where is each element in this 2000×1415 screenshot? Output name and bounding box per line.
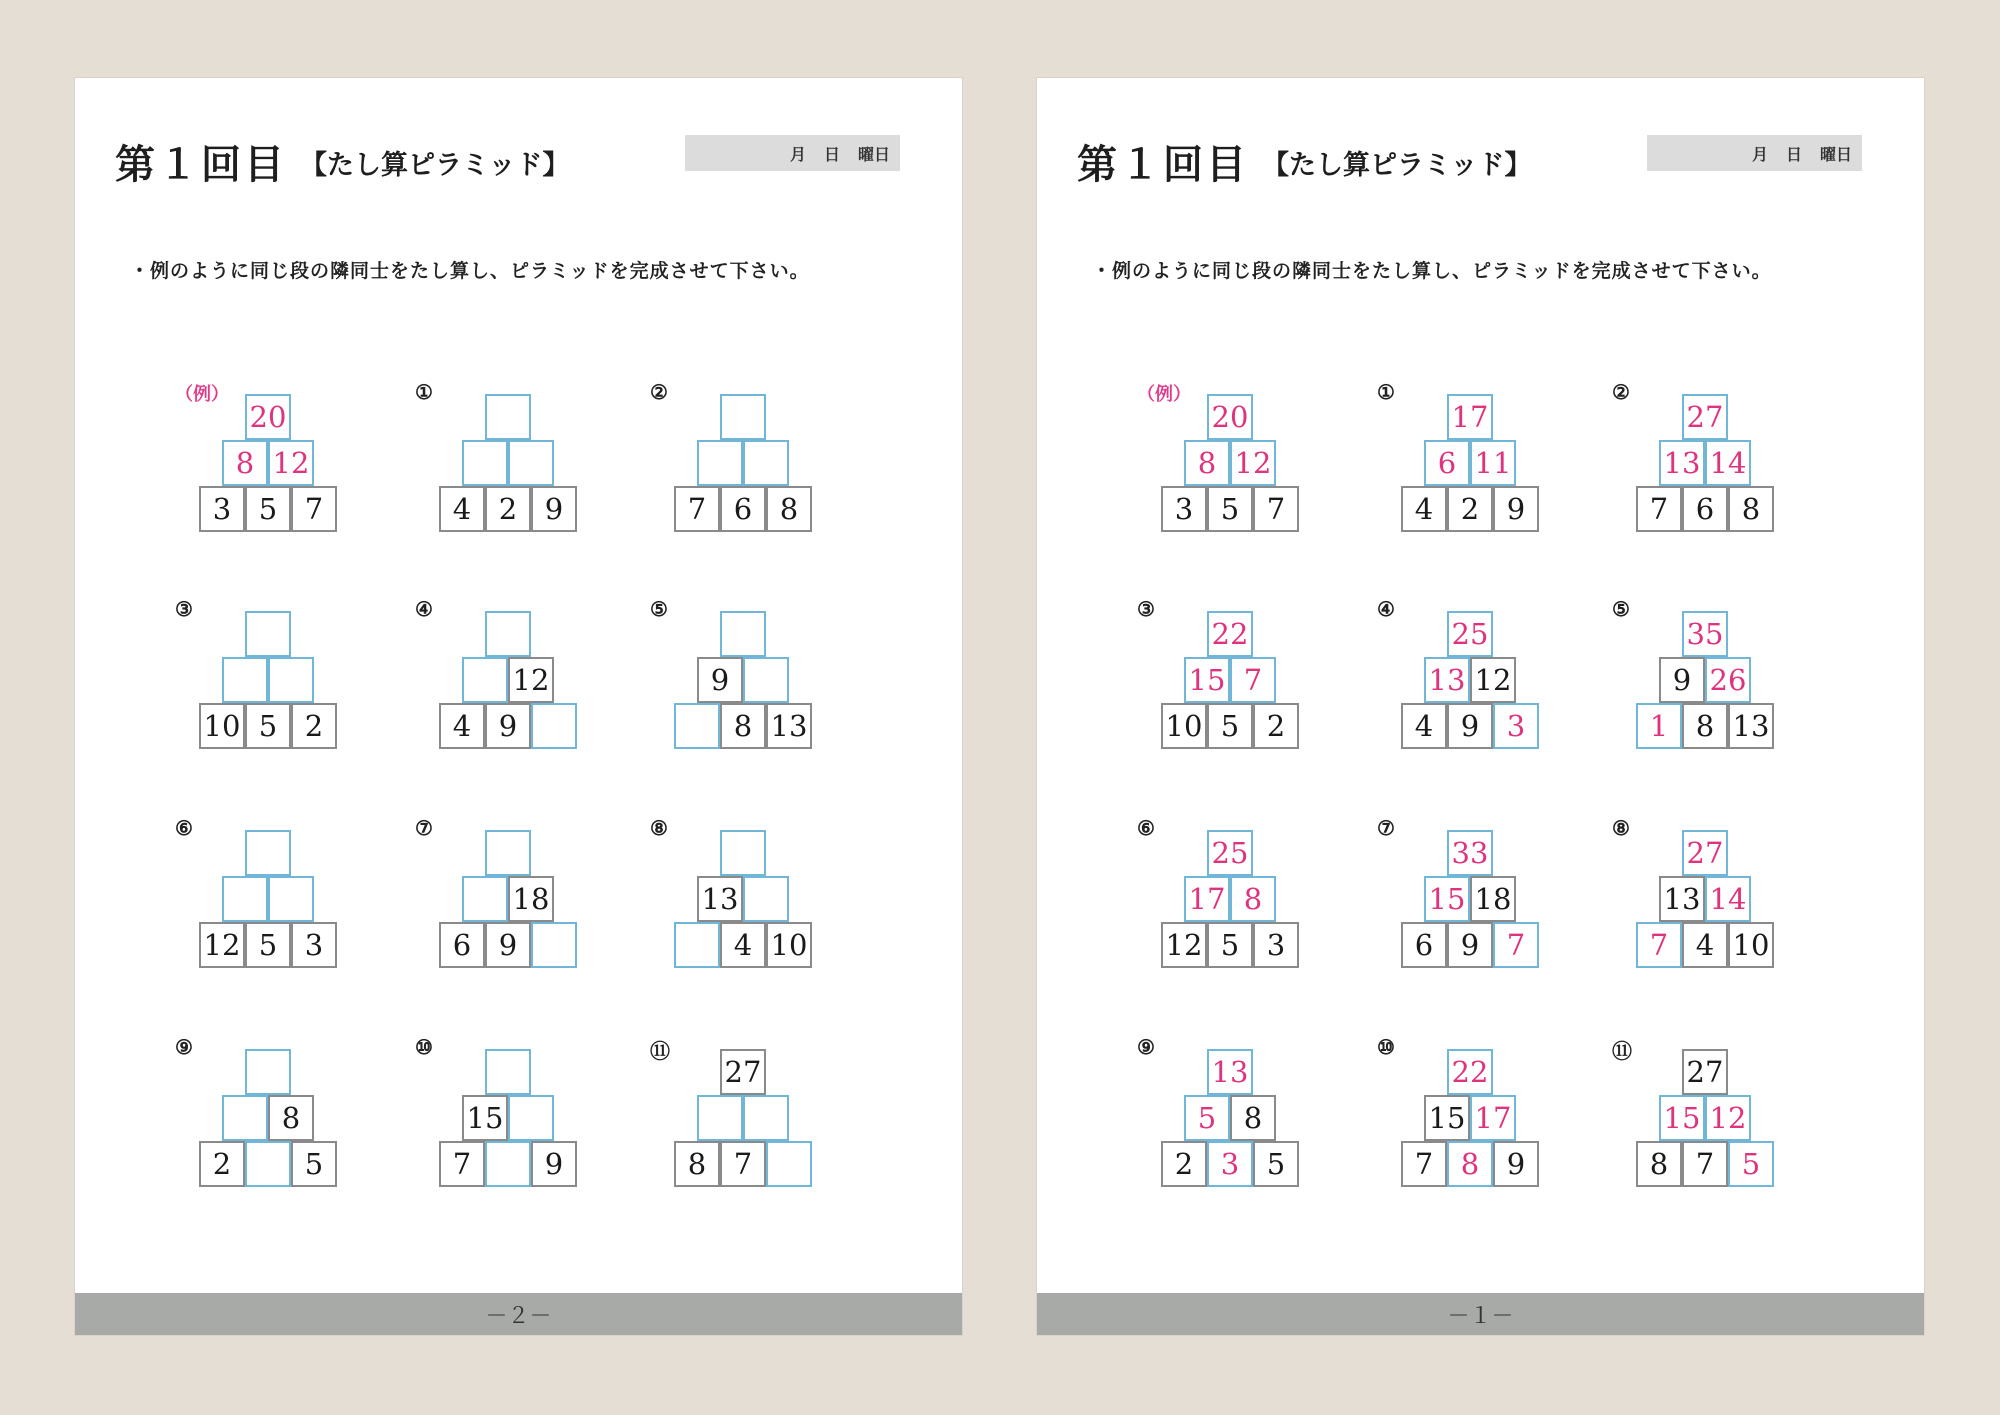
pyramid-cell-middle: 13 (1659, 876, 1705, 922)
pyramid-puzzle (650, 816, 810, 966)
page-title: 第１回目 (1077, 141, 1249, 188)
pyramid-cell-middle[interactable] (462, 440, 508, 486)
pyramid-cell-bottom: 9 (485, 922, 531, 968)
pyramid-cell-bottom: 4 (1401, 703, 1447, 749)
pyramid-cell-top[interactable]: 20 (245, 394, 291, 440)
puzzle-label: ⑩ (1377, 1035, 1395, 1059)
pyramid-cell-middle[interactable] (743, 1095, 789, 1141)
pyramid-cell-bottom: 3 (1253, 922, 1299, 968)
pyramid-cell-middle[interactable]: 8 (222, 440, 268, 486)
pyramid-puzzle (1137, 816, 1297, 966)
pyramid-cell-bottom: 10 (1161, 703, 1207, 749)
pyramid-cell-top[interactable] (720, 611, 766, 657)
pyramid-cell-top[interactable] (485, 830, 531, 876)
pyramid-cell-middle[interactable]: 8 (1184, 440, 1230, 486)
pyramid-puzzle (1377, 816, 1537, 966)
pyramid-cell-bottom[interactable] (674, 922, 720, 968)
worksheet-page-2 (75, 78, 962, 1335)
pyramid-cell-middle[interactable] (462, 876, 508, 922)
pyramid-puzzle (1377, 1035, 1537, 1185)
pyramid-cell-bottom: 9 (531, 486, 577, 532)
pyramid-puzzle (1377, 380, 1537, 530)
pyramid-cell-bottom: 5 (1207, 922, 1253, 968)
pyramid-cell-middle: 9 (1659, 657, 1705, 703)
pyramid-cell-top[interactable]: 33 (1447, 830, 1493, 876)
pyramid-cell-bottom[interactable]: 8 (1447, 1141, 1493, 1187)
pyramid-cell-middle[interactable]: 15 (1424, 876, 1470, 922)
pyramid-cell-bottom: 2 (199, 1141, 245, 1187)
pyramid-cell-middle: 9 (697, 657, 743, 703)
pyramid-cell-bottom: 4 (439, 486, 485, 532)
pyramid-cell-top[interactable]: 25 (1447, 611, 1493, 657)
pyramid-cell-bottom: 2 (485, 486, 531, 532)
pyramid-cell-middle: 15 (1424, 1095, 1470, 1141)
pyramid-cell-top[interactable] (245, 830, 291, 876)
pyramid-cell-bottom: 4 (1682, 922, 1728, 968)
page-footer (1037, 1293, 1924, 1335)
pyramid-cell-bottom[interactable]: 1 (1636, 703, 1682, 749)
pyramid-cell-bottom: 9 (485, 703, 531, 749)
pyramid-puzzle (1137, 597, 1297, 747)
pyramid-cell-middle: 8 (268, 1095, 314, 1141)
day-label: 日 (1785, 144, 1802, 164)
pyramid-cell-bottom: 3 (1161, 486, 1207, 532)
pyramid-cell-bottom: 7 (291, 486, 337, 532)
pyramid-cell-middle[interactable]: 6 (1424, 440, 1470, 486)
pyramid-cell-middle[interactable]: 11 (1470, 440, 1516, 486)
pyramid-cell-top: 27 (720, 1049, 766, 1095)
pyramid-cell-top[interactable]: 13 (1207, 1049, 1253, 1095)
pyramid-cell-bottom: 9 (1447, 703, 1493, 749)
pyramid-cell-bottom: 12 (1161, 922, 1207, 968)
pyramid-cell-middle[interactable]: 15 (1659, 1095, 1705, 1141)
pyramid-cell-bottom[interactable] (245, 1141, 291, 1187)
pyramid-cell-bottom: 2 (1161, 1141, 1207, 1187)
pyramid-cell-top[interactable] (245, 611, 291, 657)
puzzle-label: ④ (1377, 597, 1395, 621)
pyramid-cell-middle[interactable]: 14 (1705, 440, 1751, 486)
pyramid-cell-top[interactable] (485, 394, 531, 440)
pyramid-cell-top[interactable]: 35 (1682, 611, 1728, 657)
pyramid-cell-middle[interactable] (743, 657, 789, 703)
pyramid-cell-bottom: 7 (1253, 486, 1299, 532)
pyramid-cell-bottom[interactable] (485, 1141, 531, 1187)
pyramid-cell-middle[interactable] (462, 657, 508, 703)
weekday-label: 曜日 (857, 144, 890, 164)
pyramid-puzzle (175, 597, 335, 747)
puzzle-label: ⑥ (175, 816, 193, 840)
pyramid-cell-bottom: 4 (720, 922, 766, 968)
pyramid-cell-middle[interactable]: 15 (1184, 657, 1230, 703)
pyramid-cell-middle[interactable] (222, 876, 268, 922)
puzzle-label: ⑦ (1377, 816, 1395, 840)
page-number: －１－ (1447, 1303, 1514, 1329)
pyramid-puzzle (1137, 1035, 1297, 1185)
puzzle-label: ⑧ (650, 816, 668, 840)
pyramid-cell-top[interactable] (485, 611, 531, 657)
weekday-label: 曜日 (1819, 144, 1852, 164)
puzzle-label: ⑨ (175, 1035, 193, 1059)
pyramid-cell-bottom: 5 (1207, 703, 1253, 749)
pyramid-cell-bottom: 8 (1636, 1141, 1682, 1187)
pyramid-cell-middle: 15 (462, 1095, 508, 1141)
pyramid-puzzle (1612, 597, 1772, 747)
pyramid-cell-bottom: 8 (1682, 703, 1728, 749)
puzzle-label: ② (1612, 380, 1630, 404)
pyramid-cell-middle[interactable]: 17 (1470, 1095, 1516, 1141)
pyramid-cell-middle: 18 (508, 876, 554, 922)
pyramid-cell-top[interactable]: 27 (1682, 830, 1728, 876)
pyramid-cell-bottom: 5 (245, 486, 291, 532)
pyramid-cell-bottom: 13 (766, 703, 812, 749)
pyramid-cell-top[interactable] (720, 394, 766, 440)
puzzle-label: （例） (175, 384, 229, 405)
pyramid-cell-bottom: 13 (1728, 703, 1774, 749)
page-title: 第１回目 (115, 141, 287, 188)
pyramid-cell-bottom: 7 (1636, 486, 1682, 532)
puzzle-label: ⑩ (415, 1035, 433, 1059)
puzzle-label: ① (415, 380, 433, 404)
month-label: 月 (789, 144, 806, 164)
pyramid-cell-middle: 12 (508, 657, 554, 703)
pyramid-cell-bottom: 2 (1253, 703, 1299, 749)
pyramid-cell-bottom: 7 (674, 486, 720, 532)
pyramid-cell-bottom: 5 (245, 703, 291, 749)
pyramid-cell-top[interactable] (485, 1049, 531, 1095)
pyramid-cell-bottom[interactable]: 7 (1636, 922, 1682, 968)
pyramid-cell-bottom: 8 (766, 486, 812, 532)
page-subtitle: 【たし算ピラミッド】 (300, 150, 570, 181)
pyramid-cell-bottom: 8 (674, 1141, 720, 1187)
pyramid-cell-middle[interactable] (743, 876, 789, 922)
day-label: 日 (823, 144, 840, 164)
pyramid-puzzle (1137, 380, 1297, 530)
pyramid-cell-middle[interactable]: 13 (1659, 440, 1705, 486)
pyramid-puzzle (650, 597, 810, 747)
pyramid-cell-bottom: 12 (199, 922, 245, 968)
pyramid-cell-bottom: 8 (720, 703, 766, 749)
pyramid-cell-middle: 18 (1470, 876, 1516, 922)
pyramid-cell-bottom: 9 (1493, 1141, 1539, 1187)
pyramid-cell-middle[interactable]: 8 (1230, 876, 1276, 922)
pyramid-cell-middle[interactable] (268, 876, 314, 922)
pyramid-cell-middle[interactable]: 7 (1230, 657, 1276, 703)
pyramid-cell-bottom: 9 (1493, 486, 1539, 532)
pyramid-cell-middle[interactable]: 12 (268, 440, 314, 486)
pyramid-cell-bottom: 9 (1447, 922, 1493, 968)
puzzle-label: （例） (1137, 384, 1191, 405)
pyramid-cell-middle[interactable]: 12 (1705, 1095, 1751, 1141)
pyramid-cell-bottom: 6 (720, 486, 766, 532)
page-subtitle: 【たし算ピラミッド】 (1262, 150, 1532, 181)
pyramid-cell-top[interactable]: 20 (1207, 394, 1253, 440)
puzzle-label: ④ (415, 597, 433, 621)
pyramid-cell-middle[interactable] (222, 657, 268, 703)
pyramid-cell-bottom: 6 (1682, 486, 1728, 532)
pyramid-cell-bottom: 9 (531, 1141, 577, 1187)
pyramid-cell-top: 27 (1682, 1049, 1728, 1095)
page-number: －２－ (485, 1303, 552, 1329)
pyramid-cell-middle[interactable]: 14 (1705, 876, 1751, 922)
pyramid-cell-bottom: 5 (245, 922, 291, 968)
puzzle-label: ③ (1137, 597, 1155, 621)
pyramid-cell-bottom: 10 (199, 703, 245, 749)
pyramid-cell-middle: 13 (697, 876, 743, 922)
puzzle-label: ⑨ (1137, 1035, 1155, 1059)
pyramid-cell-middle[interactable]: 5 (1184, 1095, 1230, 1141)
pyramid-cell-bottom: 3 (291, 922, 337, 968)
pyramid-puzzle (175, 380, 335, 530)
pyramid-cell-bottom[interactable]: 3 (1493, 703, 1539, 749)
pyramid-cell-bottom[interactable] (531, 922, 577, 968)
puzzle-label: ⑤ (650, 597, 668, 621)
puzzle-label: ⑦ (415, 816, 433, 840)
pyramid-puzzle (1377, 597, 1537, 747)
pyramid-cell-top[interactable]: 22 (1447, 1049, 1493, 1095)
puzzle-label: ① (1377, 380, 1395, 404)
pyramid-puzzle (415, 1035, 575, 1185)
pyramid-cell-top[interactable] (245, 1049, 291, 1095)
puzzle-label: ⑪ (650, 1039, 670, 1063)
puzzle-label: ③ (175, 597, 193, 621)
pyramid-cell-bottom: 5 (1207, 486, 1253, 532)
pyramid-cell-middle[interactable] (508, 1095, 554, 1141)
pyramid-cell-bottom[interactable] (531, 703, 577, 749)
pyramid-cell-top[interactable]: 22 (1207, 611, 1253, 657)
month-label: 月 (1751, 144, 1768, 164)
pyramid-cell-top[interactable]: 25 (1207, 830, 1253, 876)
puzzle-label: ② (650, 380, 668, 404)
pyramid-cell-bottom: 5 (291, 1141, 337, 1187)
pyramid-puzzle (415, 597, 575, 747)
puzzle-label: ⑪ (1612, 1039, 1632, 1063)
pyramid-cell-bottom: 2 (1447, 486, 1493, 532)
pyramid-puzzle (1612, 816, 1772, 966)
pyramid-cell-bottom: 7 (1401, 1141, 1447, 1187)
pyramid-cell-middle[interactable] (222, 1095, 268, 1141)
puzzle-label: ⑥ (1137, 816, 1155, 840)
pyramid-cell-bottom: 4 (1401, 486, 1447, 532)
pyramid-cell-top[interactable]: 27 (1682, 394, 1728, 440)
pyramid-cell-bottom: 7 (439, 1141, 485, 1187)
pyramid-cell-bottom[interactable]: 7 (1493, 922, 1539, 968)
pyramid-cell-middle[interactable]: 17 (1184, 876, 1230, 922)
pyramid-cell-bottom[interactable] (766, 1141, 812, 1187)
puzzle-label: ⑧ (1612, 816, 1630, 840)
pyramid-cell-bottom: 2 (291, 703, 337, 749)
pyramid-puzzle (175, 1035, 335, 1185)
puzzle-label: ⑤ (1612, 597, 1630, 621)
pyramid-cell-middle: 8 (1230, 1095, 1276, 1141)
pyramid-cell-middle[interactable] (697, 1095, 743, 1141)
pyramid-puzzle (650, 1035, 810, 1185)
pyramid-puzzle (415, 380, 575, 530)
pyramid-cell-bottom[interactable]: 3 (1207, 1141, 1253, 1187)
pyramid-cell-middle[interactable] (508, 440, 554, 486)
pyramid-cell-middle[interactable] (697, 440, 743, 486)
pyramid-puzzle (650, 380, 810, 530)
date-field[interactable] (685, 135, 900, 171)
pyramid-cell-bottom: 4 (439, 703, 485, 749)
pyramid-cell-bottom: 6 (439, 922, 485, 968)
pyramid-cell-bottom[interactable]: 5 (1728, 1141, 1774, 1187)
pyramid-cell-bottom: 10 (766, 922, 812, 968)
instruction-text: ・例のように同じ段の隣同士をたし算し、ピラミッドを完成させて下さい。 (130, 260, 810, 282)
pyramid-cell-bottom: 5 (1253, 1141, 1299, 1187)
pyramid-cell-bottom: 6 (1401, 922, 1447, 968)
pyramid-puzzle (415, 816, 575, 966)
pyramid-cell-bottom: 7 (1682, 1141, 1728, 1187)
pyramid-puzzle (1612, 1035, 1772, 1185)
date-field[interactable] (1647, 135, 1862, 171)
instruction-text: ・例のように同じ段の隣同士をたし算し、ピラミッドを完成させて下さい。 (1092, 260, 1772, 282)
pyramid-cell-middle[interactable] (743, 440, 789, 486)
pyramid-cell-middle[interactable]: 12 (1230, 440, 1276, 486)
pyramid-cell-bottom[interactable] (674, 703, 720, 749)
page-footer (75, 1293, 962, 1335)
pyramid-puzzle (1612, 380, 1772, 530)
pyramid-cell-middle: 12 (1470, 657, 1516, 703)
pyramid-cell-middle[interactable] (268, 657, 314, 703)
pyramid-cell-bottom: 8 (1728, 486, 1774, 532)
pyramid-puzzle (175, 816, 335, 966)
pyramid-cell-middle[interactable]: 26 (1705, 657, 1751, 703)
pyramid-cell-bottom: 3 (199, 486, 245, 532)
pyramid-cell-bottom: 7 (720, 1141, 766, 1187)
pyramid-cell-top[interactable]: 17 (1447, 394, 1493, 440)
worksheet-page-1 (1037, 78, 1924, 1335)
pyramid-cell-top[interactable] (720, 830, 766, 876)
pyramid-cell-middle[interactable]: 13 (1424, 657, 1470, 703)
pyramid-cell-bottom: 10 (1728, 922, 1774, 968)
